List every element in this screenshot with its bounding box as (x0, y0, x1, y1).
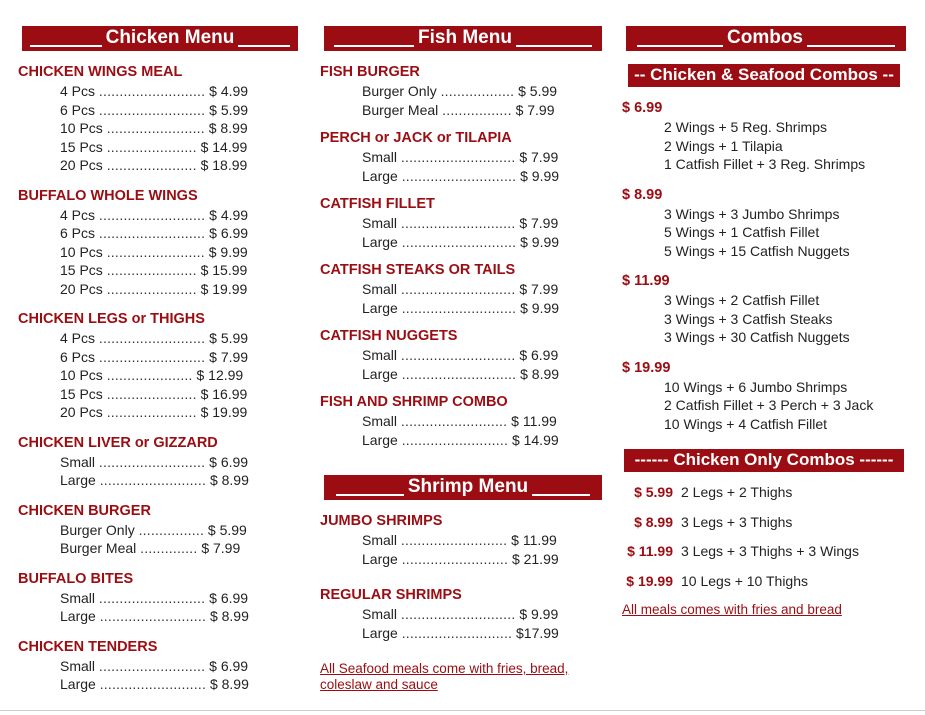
item-price: $ 6.99 (209, 453, 249, 470)
chicken-only-row (622, 508, 906, 538)
section-title: BUFFALO BITES (18, 570, 134, 587)
combo-item: 3 Wings + 30 Catfish Nuggets (664, 329, 850, 345)
dot-leader: .......................... (400, 413, 508, 429)
section-title: BUFFALO WHOLE WINGS (18, 187, 198, 204)
item-price: $ 19.99 (200, 280, 248, 297)
chicken-only-row (622, 478, 906, 508)
menu-row (320, 531, 602, 550)
combo-item: 10 Wings + 6 Jumbo Shrimps (664, 378, 848, 395)
item-price: $ 7.99 (519, 215, 559, 231)
menu-section (320, 586, 602, 642)
shrimp-menu-title: Shrimp Menu (407, 476, 529, 497)
item-price: $ 7.99 (519, 149, 559, 165)
chicken-menu-banner (22, 26, 298, 51)
item-price: $ 9.99 (520, 299, 560, 316)
dot-leader: .......................... (99, 608, 207, 624)
dot-leader: ............................ (400, 215, 516, 231)
dot-leader: ...................... (106, 262, 197, 278)
section-title: JUMBO SHRIMPS (320, 513, 443, 529)
menu-row (320, 605, 602, 624)
item-price: $ 4.99 (209, 83, 249, 99)
section-title: CHICKEN TENDERS (18, 638, 158, 655)
combo-price: $ 19.99 (622, 359, 671, 376)
item-label: Small (362, 413, 398, 429)
item-label: Large (362, 365, 398, 382)
menu-row (18, 657, 298, 676)
menu-row (18, 138, 298, 157)
menu-section (18, 570, 298, 626)
menu-row (320, 82, 602, 101)
item-price: $ 15.99 (200, 262, 248, 278)
item-label: 4 Pcs (60, 206, 96, 223)
menu-row (320, 431, 602, 450)
dot-leader: .......................... (98, 83, 206, 99)
item-price: $ 5.99 (518, 83, 558, 99)
menu-row (320, 167, 602, 186)
menu-section (320, 512, 602, 568)
item-label: Small (362, 149, 398, 165)
chicken-only-price: $ 19.99 (626, 572, 673, 589)
chicken-menu-sections (18, 63, 298, 694)
item-label: 20 Pcs (60, 157, 103, 173)
combos-banner (626, 26, 906, 51)
dot-leader: ............................ (400, 606, 516, 622)
item-price: $ 11.99 (511, 532, 557, 548)
menu-row (320, 148, 602, 167)
combo-group (622, 99, 906, 174)
section-title: FISH BURGER (320, 64, 420, 80)
item-price: $ 5.99 (207, 521, 247, 538)
dot-leader: .................. (440, 83, 515, 99)
item-price: $ 9.99 (520, 167, 560, 184)
section-title: CATFISH FILLET (320, 196, 435, 212)
combo-price: $ 8.99 (622, 186, 663, 203)
combo-group (622, 359, 906, 434)
item-label: Large (60, 608, 96, 624)
item-label: Large (362, 233, 398, 250)
item-price: $17.99 (516, 624, 559, 641)
item-price: $ 6.99 (209, 225, 249, 241)
section-title: CHICKEN LIVER or GIZZARD (18, 434, 218, 451)
chicken-only-item: 2 Legs + 2 Thighs (681, 484, 793, 500)
dot-leader: .......................... (98, 330, 206, 346)
chicken-only-list (622, 478, 906, 596)
combo-group (622, 272, 906, 347)
menu-row (320, 233, 602, 252)
fish-menu-sections (320, 63, 602, 449)
dot-leader: ...................... (106, 157, 197, 173)
dot-leader: .......................... (98, 657, 206, 674)
combo-price: $ 6.99 (622, 100, 663, 116)
item-label: Large (362, 299, 398, 316)
item-price: $ 7.99 (201, 540, 241, 556)
menu-row (18, 82, 298, 101)
menu-row (18, 119, 298, 138)
dot-leader: .......................... (99, 472, 207, 488)
dot-leader: ...................... (106, 404, 197, 420)
menu-row (18, 589, 298, 608)
dot-leader: ..................... (106, 367, 193, 383)
item-label: 10 Pcs (60, 243, 103, 260)
item-price: $ 7.99 (515, 101, 555, 118)
item-price: $ 12.99 (196, 367, 244, 383)
dot-leader: .......................... (98, 453, 206, 470)
item-price: $ 19.99 (200, 404, 248, 420)
item-label: 10 Pcs (60, 120, 103, 136)
fish-menu-title: Fish Menu (418, 27, 512, 48)
item-price: $ 14.99 (511, 431, 559, 448)
dot-leader: ........................ (106, 243, 205, 260)
chicken-only-price: $ 11.99 (627, 543, 673, 559)
shrimp-menu-sections (320, 512, 602, 642)
menu-section (18, 434, 298, 490)
seafood-combos-banner: -- Chicken & Seafood Combos -- (628, 64, 900, 87)
dot-leader: .......................... (98, 348, 206, 365)
menu-section (320, 261, 602, 317)
chicken-only-item: 10 Legs + 10 Thighs (681, 572, 809, 589)
menu-row (18, 243, 298, 262)
section-title: CATFISH STEAKS OR TAILS (320, 262, 516, 278)
item-label: 10 Pcs (60, 367, 103, 383)
item-price: $ 9.99 (519, 606, 559, 622)
menu-row (18, 366, 298, 385)
dot-leader: ............................ (401, 365, 517, 382)
item-price: $ 8.99 (209, 676, 249, 692)
section-title: CHICKEN LEGS or THIGHS (18, 311, 205, 327)
combo-item: 2 Wings + 1 Tilapia (664, 137, 783, 154)
menu-section (320, 63, 602, 119)
menu-row (18, 280, 298, 299)
item-label: 20 Pcs (60, 280, 103, 297)
combo-group (622, 186, 906, 261)
combo-item: 10 Wings + 4 Catfish Fillet (664, 415, 828, 432)
dot-leader: .............. (140, 540, 198, 556)
item-label: 6 Pcs (60, 101, 96, 118)
item-label: Small (362, 281, 398, 297)
combo-item: 3 Wings + 3 Catfish Steaks (664, 310, 833, 327)
item-price: $ 8.99 (520, 365, 560, 382)
item-label: Burger Meal (362, 101, 439, 118)
menu-row (320, 624, 602, 643)
item-label: Burger Meal (60, 540, 137, 556)
combo-price: $ 11.99 (622, 273, 670, 289)
menu-section (320, 393, 602, 449)
item-label: 6 Pcs (60, 225, 96, 241)
chicken-menu-title: Chicken Menu (105, 27, 235, 48)
dot-leader: ................ (138, 521, 205, 538)
menu-section (320, 327, 602, 383)
item-price: $ 5.99 (209, 101, 249, 118)
menu-row (320, 280, 602, 299)
dot-leader: .......................... (98, 589, 206, 606)
dot-leader: ........................ (106, 120, 205, 136)
menu-section (18, 187, 298, 299)
fish-menu-banner (324, 26, 602, 51)
item-price: $ 6.99 (209, 589, 249, 606)
menu-row (18, 261, 298, 280)
combo-item: 2 Catfish Fillet + 3 Perch + 3 Jack (664, 397, 874, 413)
menu-section (18, 502, 298, 558)
item-label: 15 Pcs (60, 385, 103, 402)
combo-item: 2 Wings + 5 Reg. Shrimps (664, 119, 828, 135)
menu-row (320, 299, 602, 318)
menu-row (18, 206, 298, 225)
chicken-only-item: 3 Legs + 3 Thighs (681, 513, 793, 530)
chicken-only-row (622, 567, 906, 597)
combo-item: 1 Catfish Fillet + 3 Reg. Shrimps (664, 156, 866, 172)
menu-row (320, 365, 602, 384)
combo-item: 5 Wings + 1 Catfish Fillet (664, 224, 820, 240)
menu-row (18, 453, 298, 472)
item-price: $ 6.99 (519, 347, 559, 363)
item-label: Small (362, 347, 398, 363)
dot-leader: ............................ (401, 299, 517, 316)
seafood-combo-groups (622, 99, 906, 433)
combo-item: 5 Wings + 15 Catfish Nuggets (664, 242, 850, 259)
chicken-only-price: $ 8.99 (634, 513, 673, 530)
fish-menu-column (320, 26, 602, 693)
dot-leader: ................. (442, 101, 512, 118)
dot-leader: ...................... (106, 280, 197, 297)
item-label: Large (60, 472, 96, 488)
menu-row (320, 550, 602, 569)
item-label: Burger Only (362, 83, 437, 99)
item-price: $ 6.99 (209, 657, 249, 674)
combo-item: 3 Wings + 2 Catfish Fillet (664, 292, 820, 308)
item-label: 6 Pcs (60, 348, 96, 365)
item-price: $ 5.99 (209, 330, 249, 346)
item-label: Large (362, 550, 398, 567)
menu-row (18, 101, 298, 120)
combos-title: Combos (727, 27, 803, 48)
item-label: Large (362, 167, 398, 184)
item-label: 15 Pcs (60, 138, 103, 155)
item-label: Small (362, 532, 398, 548)
item-label: Small (362, 606, 398, 622)
shrimp-menu-banner (324, 475, 602, 500)
item-label: Large (60, 676, 96, 692)
dot-leader: ............................ (400, 347, 516, 363)
item-label: 4 Pcs (60, 83, 96, 99)
item-label: Small (60, 589, 96, 606)
item-label: 4 Pcs (60, 330, 96, 346)
item-price: $ 8.99 (208, 120, 248, 136)
chicken-only-row (622, 537, 906, 567)
dot-leader: .......................... (98, 225, 206, 241)
menu-row (320, 214, 602, 233)
combo-item: 3 Wings + 3 Jumbo Shrimps (664, 205, 840, 222)
item-price: $ 7.99 (209, 348, 249, 365)
menu-row (320, 101, 602, 120)
menu-row (18, 675, 298, 694)
dot-leader: ............................ (401, 167, 517, 184)
menu-row (18, 224, 298, 243)
menu-row (18, 156, 298, 175)
item-price: $ 11.99 (511, 413, 557, 429)
menu-row (320, 346, 602, 365)
menu-row (18, 329, 298, 348)
item-price: $ 4.99 (209, 206, 249, 223)
item-price: $ 21.99 (511, 550, 559, 567)
section-title: PERCH or JACK or TILAPIA (320, 130, 512, 146)
item-label: 15 Pcs (60, 262, 103, 278)
item-price: $ 8.99 (209, 472, 249, 488)
page-bottom-edge (0, 710, 925, 711)
seafood-note: All Seafood meals come with fries, bread, coleslaw and sauce (320, 661, 569, 692)
menu-section (18, 310, 298, 422)
item-price: $ 9.99 (208, 243, 248, 260)
dot-leader: ............................ (400, 149, 516, 165)
menu-row (18, 385, 298, 404)
item-label: Large (362, 624, 398, 641)
item-label: Small (60, 657, 96, 674)
menu-section (320, 129, 602, 185)
chicken-only-combos-banner: ------ Chicken Only Combos ------ (624, 449, 904, 472)
dot-leader: ...................... (106, 138, 197, 155)
chicken-only-item: 3 Legs + 3 Thighs + 3 Wings (681, 543, 859, 559)
dot-leader: .......................... (98, 101, 206, 118)
item-label: Burger Only (60, 521, 135, 538)
dot-leader: ...................... (106, 385, 197, 402)
section-title: CATFISH NUGGETS (320, 328, 458, 344)
dot-leader: .......................... (98, 206, 206, 223)
dot-leader: ........................... (401, 624, 513, 641)
item-price: $ 8.99 (209, 608, 249, 624)
meals-note: All meals comes with fries and bread (622, 602, 842, 617)
menu-row (320, 412, 602, 431)
section-title: FISH AND SHRIMP COMBO (320, 394, 508, 410)
menu-section (18, 63, 298, 175)
dot-leader: .......................... (99, 676, 207, 692)
chicken-only-price: $ 5.99 (634, 484, 673, 500)
menu-section (18, 638, 298, 694)
item-price: $ 16.99 (200, 385, 248, 402)
item-label: 20 Pcs (60, 404, 103, 420)
section-title: CHICKEN BURGER (18, 502, 151, 519)
combos-column (622, 26, 906, 618)
dot-leader: ............................ (401, 233, 517, 250)
item-price: $ 7.99 (519, 281, 559, 297)
menu-row (18, 521, 298, 540)
menu-row (18, 471, 298, 490)
item-label: Small (60, 453, 96, 470)
menu-row (18, 348, 298, 367)
chicken-menu-column (18, 26, 298, 694)
menu-row (18, 607, 298, 626)
dot-leader: ............................ (400, 281, 516, 297)
item-price: $ 18.99 (200, 157, 248, 173)
item-label: Large (362, 431, 398, 448)
menu-section (320, 195, 602, 251)
item-price: $ 14.99 (200, 138, 248, 155)
menu-row (18, 403, 298, 422)
item-price: $ 9.99 (520, 233, 560, 250)
dot-leader: .......................... (400, 532, 508, 548)
section-title: CHICKEN WINGS MEAL (18, 64, 183, 80)
section-title: REGULAR SHRIMPS (320, 587, 462, 603)
item-label: Small (362, 215, 398, 231)
menu-row (18, 539, 298, 558)
dot-leader: .......................... (401, 431, 509, 448)
dot-leader: .......................... (401, 550, 509, 567)
